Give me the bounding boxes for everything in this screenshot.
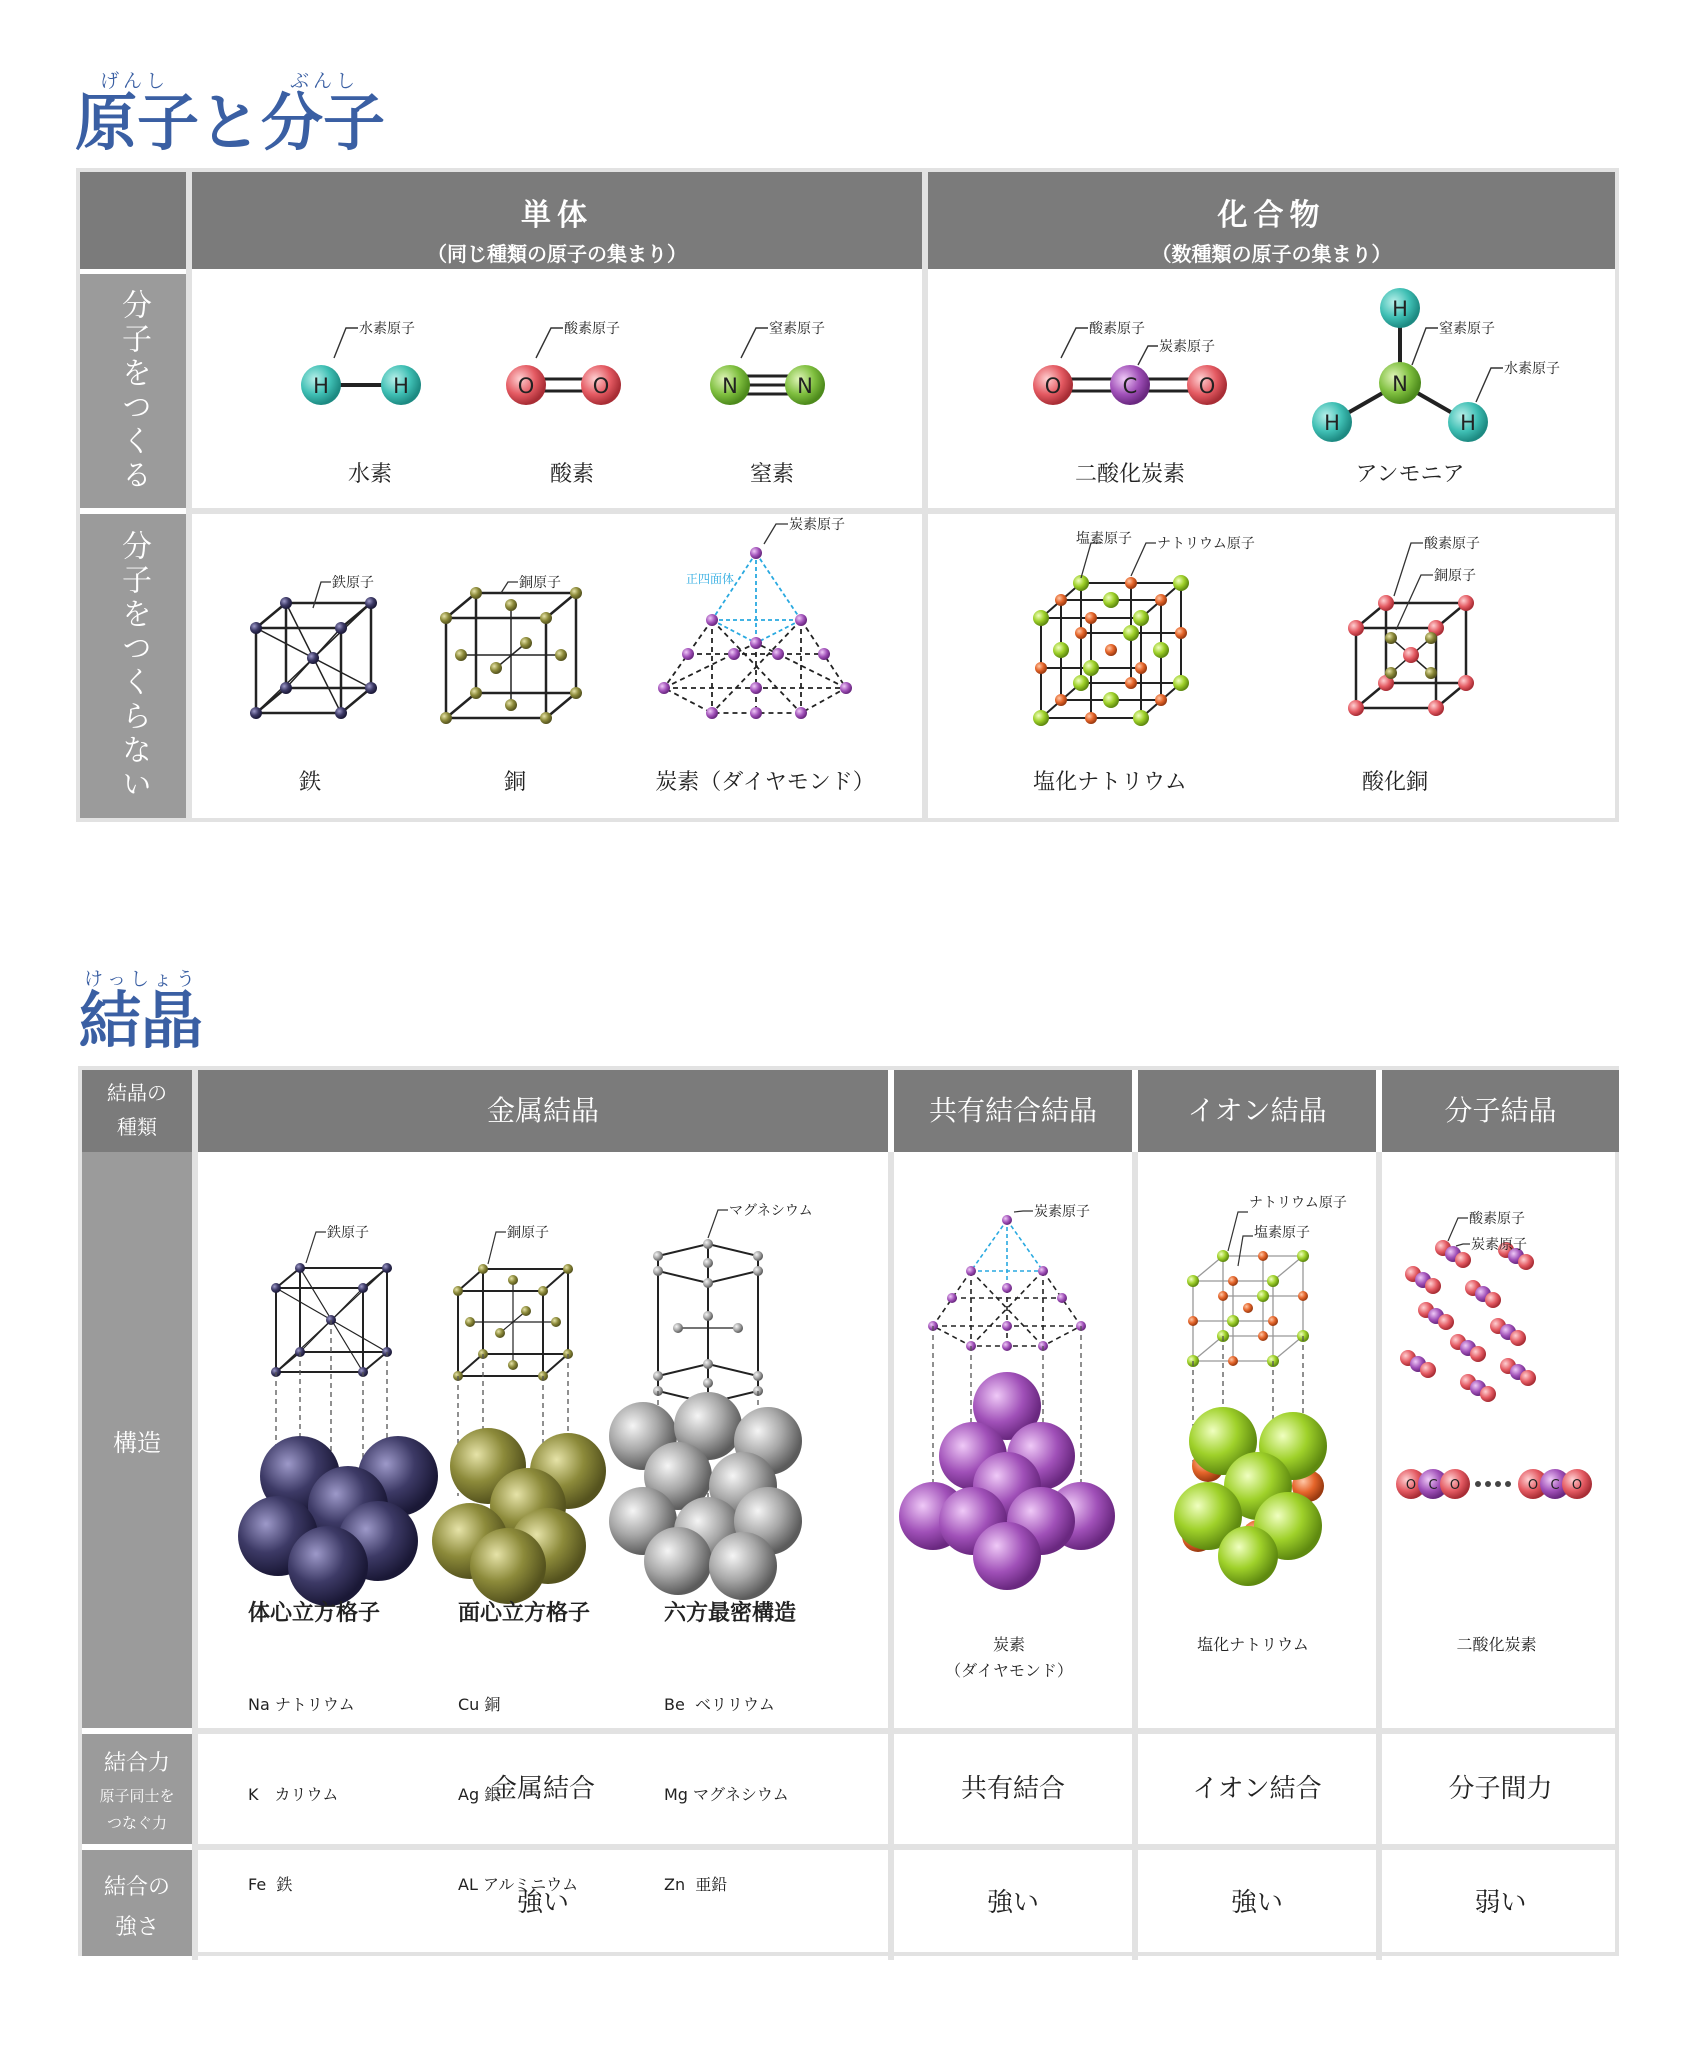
fcc-atom-label: 銅原子: [507, 1225, 549, 1241]
diamond-caption-line2: （ダイヤモンド）: [945, 1661, 1073, 1680]
co2-molecule: [1400, 1350, 1436, 1378]
row-molecular-label: 分子をつくる: [116, 289, 151, 493]
row-structure-label: 構造: [113, 1428, 161, 1457]
nacl-na-atoms: [1188, 1251, 1308, 1366]
fcc-title: 面心立方格子: [458, 1601, 591, 1626]
oxygen-molecule: [506, 321, 621, 405]
bond-ionic: イオン結合: [1192, 1774, 1322, 1804]
diamond-spheres: [899, 1372, 1115, 1590]
atom-symbol: C: [1550, 1478, 1560, 1493]
co2-intermolecular: [1396, 1469, 1592, 1499]
atom-symbol: H: [1392, 297, 1408, 321]
row-bond-force-label: 結合力: [103, 1751, 170, 1776]
co2-molecule: [1033, 321, 1227, 405]
bcc-example: Na ナトリウム: [248, 1695, 355, 1714]
row-bond-force-sub1: 原子同士を: [99, 1787, 175, 1805]
atom-symbol: H: [313, 374, 329, 398]
co2-molecule: [1490, 1318, 1526, 1346]
ruby-genshi: げんし: [100, 70, 170, 92]
diamond-caption: [890, 1632, 1128, 1684]
co2-molecule: [1465, 1280, 1501, 1308]
atom-symbol: O: [517, 374, 535, 398]
row-bond-force-sub2: つなぐ力: [106, 1814, 167, 1832]
kind-header-line2: 種類: [117, 1115, 157, 1139]
copper-atom-label: 銅原子: [519, 575, 561, 591]
co2-oxygen-label: 酸素原子: [1469, 1211, 1525, 1227]
bond-metal: 金属結合: [490, 1774, 595, 1804]
co2-caption: 二酸化炭素: [1456, 1635, 1537, 1654]
nacl-chlorine-label: 塩素原子: [1076, 531, 1132, 547]
kind-header-line1: 結晶の: [107, 1081, 167, 1105]
ruby-kesshou: けっしょう: [84, 968, 200, 990]
header-metal: 金属結晶: [198, 1070, 888, 1152]
bcc-example: K カリウム: [248, 1785, 339, 1804]
atom-symbol: O: [1527, 1478, 1539, 1493]
atom-symbol: O: [1405, 1478, 1417, 1493]
strength-metal: 強い: [516, 1888, 569, 1918]
nacl-spheres: [1174, 1407, 1327, 1586]
nitrogen-molecule: [710, 321, 825, 405]
header-compounds-title: 化合物: [1217, 198, 1326, 233]
fcc-spheres: [432, 1428, 606, 1604]
hcp-example: Zn 亜鉛: [664, 1875, 728, 1894]
iron-name: 鉄: [298, 770, 321, 795]
hcp-examples: [664, 1630, 789, 1930]
strength-covalent: 強い: [986, 1888, 1039, 1918]
co2-name: 二酸化炭素: [1074, 462, 1185, 487]
header-elements-sub: （同じ種類の原子の集まり）: [427, 242, 687, 266]
row-nonmolecular-label: 分子をつくらない: [116, 530, 151, 802]
header-elements-title: 単体: [521, 198, 593, 233]
header-ionic: イオン結晶: [1138, 1070, 1376, 1152]
atom-symbol: C: [1122, 374, 1138, 398]
atom-symbol: N: [1392, 372, 1408, 396]
fcc-example: Ag 銀: [458, 1785, 501, 1804]
ruby-bunshi: ぶんし: [290, 70, 360, 92]
bcc-examples: [248, 1630, 355, 1930]
hcp-example: Mg マグネシウム: [664, 1785, 789, 1804]
atom-symbol: H: [1324, 411, 1340, 435]
oxygen-name: 酸素: [549, 462, 594, 487]
nacl-name: 塩化ナトリウム: [1033, 770, 1187, 795]
molecule-drawings: [76, 168, 1619, 822]
fcc-examples: [458, 1630, 578, 1930]
co2-molecule: [1460, 1374, 1496, 1402]
atom-symbol: O: [1571, 1478, 1583, 1493]
hydrogen-molecule: [301, 320, 421, 405]
oxygen-atom-label: 酸素原子: [564, 321, 620, 337]
atom-symbol: O: [1044, 374, 1062, 398]
nitrogen-atom-label: 窒素原子: [769, 321, 825, 337]
co2-carbon-label: 炭素原子: [1159, 339, 1215, 355]
fcc-example: AL アルミニウム: [458, 1875, 579, 1894]
cuo-name: 酸化銅: [1361, 770, 1428, 795]
row-bond-force: [82, 1734, 192, 1844]
bcc-spheres: [238, 1436, 438, 1606]
cuo-copper-label: 銅原子: [1434, 568, 1476, 584]
co2-molecule: [1500, 1358, 1536, 1386]
header-molecular: 分子結晶: [1382, 1070, 1619, 1152]
co2-scatter: [1400, 1240, 1536, 1402]
hydrogen-name: 水素: [347, 462, 392, 487]
copper-name: 銅: [503, 770, 526, 795]
atom-symbol: N: [797, 374, 813, 398]
atom-symbol: C: [1428, 1478, 1438, 1493]
bcc-title: 体心立方格子: [248, 1601, 381, 1626]
atom-symbol: H: [1460, 411, 1476, 435]
co2-oxygen-label: 酸素原子: [1089, 321, 1145, 337]
bcc-atom-label: 鉄原子: [327, 1225, 369, 1241]
bond-covalent: 共有結合: [960, 1774, 1065, 1804]
row-strength-line2: 強さ: [114, 1915, 159, 1940]
carbon-atom-label: 炭素原子: [789, 517, 845, 533]
hcp-spheres: [609, 1392, 802, 1600]
tetrahedron-note: 正四面体: [686, 572, 735, 586]
ammonia-molecule: [1312, 288, 1560, 442]
bond-molecular: 分子間力: [1448, 1774, 1553, 1804]
hydrogen-atom-label: 水素原子: [359, 321, 415, 337]
nacl-na-label: ナトリウム原子: [1249, 1195, 1347, 1211]
nitrogen-name: 窒素: [749, 462, 794, 487]
fcc-example: Cu 銅: [458, 1695, 501, 1714]
section1-title: 原子と分子: [75, 86, 386, 159]
hcp-title: 六方最密構造: [664, 1601, 797, 1626]
diamond-name: 炭素（ダイヤモンド）: [655, 770, 875, 795]
ammonia-nitrogen-label: 窒素原子: [1439, 321, 1495, 337]
co2-molecule: [1418, 1302, 1454, 1330]
strength-molecular: 弱い: [1474, 1888, 1527, 1918]
co2-molecule: [1450, 1334, 1486, 1362]
bcc-example: Fe 鉄: [248, 1875, 293, 1894]
row-strength-line1: 結合の: [103, 1875, 170, 1900]
hcp-atom-label: マグネシウム: [729, 1203, 813, 1219]
iron-atom-label: 鉄原子: [332, 575, 374, 591]
ammonia-hydrogen-label: 水素原子: [1504, 361, 1560, 377]
section2-title: 結晶: [79, 984, 204, 1057]
strength-ionic: 強い: [1230, 1888, 1283, 1918]
co2-molecule: [1405, 1266, 1441, 1294]
co2-carbon-label: 炭素原子: [1471, 1237, 1527, 1253]
atom-symbol: O: [592, 374, 610, 398]
ammonia-name: アンモニア: [1355, 462, 1465, 487]
atom-symbol: O: [1198, 374, 1216, 398]
header-covalent: 共有結合結晶: [894, 1070, 1132, 1152]
atom-symbol: H: [393, 374, 409, 398]
cuo-oxygen-label: 酸素原子: [1424, 536, 1480, 552]
header-compounds-sub: （数種類の原子の集まり）: [1151, 242, 1392, 266]
hcp-example: Be ベリリウム: [664, 1695, 775, 1714]
atom-symbol: N: [722, 374, 738, 398]
nacl-cl-label: 塩素原子: [1254, 1225, 1310, 1241]
row-strength: [82, 1850, 192, 1956]
diamond-caption-line1: 炭素: [992, 1635, 1025, 1654]
atom-symbol: O: [1449, 1478, 1461, 1493]
diamond-atom-label: 炭素原子: [1034, 1204, 1090, 1220]
nacl-caption: 塩化ナトリウム: [1197, 1635, 1309, 1654]
nacl-sodium-label: ナトリウム原子: [1157, 536, 1255, 552]
